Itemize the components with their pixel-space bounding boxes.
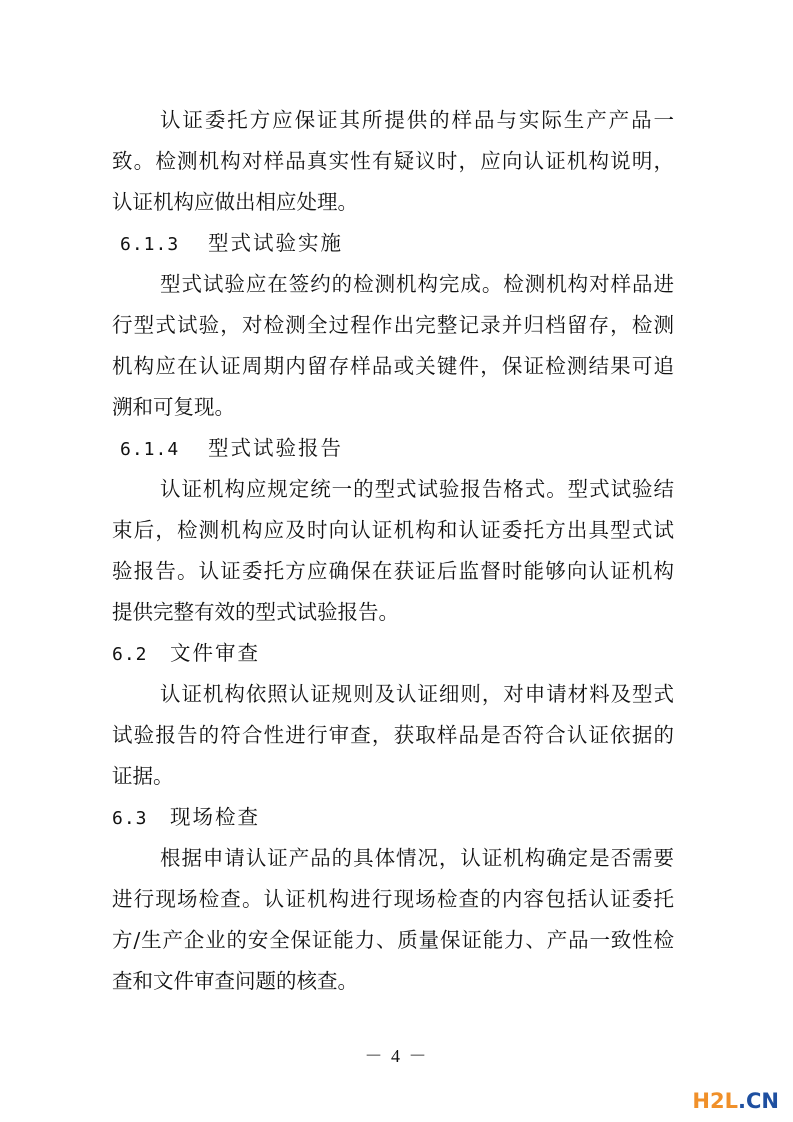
section-heading-6-1-3 <box>120 231 343 257</box>
section-6-3-line-4: 查和文件审查问题的核查。 <box>112 969 358 993</box>
site-watermark-logo <box>692 1089 779 1113</box>
paragraph-1-line-1: 认证委托方应保证其所提供的样品与实际生产产品一 <box>160 108 674 132</box>
section-6-2-line-2: 试验报告的符合性进行审查，获取样品是否符合认证依据的 <box>112 723 674 747</box>
section-6-1-4-line-2: 束后，检测机构应及时向认证机构和认证委托方出具型式试 <box>112 518 674 542</box>
section-title: 现场检查 <box>170 805 260 829</box>
paragraph-1-line-3: 认证机构应做出相应处理。 <box>112 190 358 214</box>
section-title: 型式试验实施 <box>208 231 343 255</box>
section-number: 6.2 <box>112 644 148 665</box>
section-6-3-line-3: 方/生产企业的安全保证能力、质量保证能力、产品一致性检 <box>112 928 674 952</box>
section-title: 文件审查 <box>170 641 260 665</box>
watermark-letter: H <box>692 1089 710 1113</box>
section-heading-6-3 <box>112 805 260 831</box>
watermark-letter: CN <box>746 1089 779 1113</box>
paragraph-1-line-2: 致。检测机构对样品真实性有疑议时，应向认证机构说明， <box>112 149 674 173</box>
section-6-1-4-line-4: 提供完整有效的型式试验报告。 <box>112 600 399 624</box>
watermark-dot: . <box>738 1089 746 1113</box>
section-title: 型式试验报告 <box>208 436 343 460</box>
section-6-1-4-line-1: 认证机构应规定统一的型式试验报告格式。型式试验结 <box>160 477 674 501</box>
section-6-1-4-line-3: 验报告。认证委托方应确保在获证后监督时能够向认证机构 <box>112 559 674 583</box>
page-number: － 4 － <box>364 1046 429 1066</box>
section-heading-6-2 <box>112 641 260 667</box>
watermark-letter: L <box>724 1089 739 1113</box>
section-6-1-3-line-2: 行型式试验，对检测全过程作出完整记录并归档留存，检测 <box>112 313 674 337</box>
section-6-1-3-line-4: 溯和可复现。 <box>112 395 235 419</box>
section-heading-6-1-4 <box>120 436 343 462</box>
section-6-3-line-2: 进行现场检查。认证机构进行现场检查的内容包括认证委托 <box>112 887 674 911</box>
watermark-letter: 2 <box>710 1089 725 1113</box>
section-6-3-line-1: 根据申请认证产品的具体情况，认证机构确定是否需要 <box>160 846 674 870</box>
section-6-2-line-3: 证据。 <box>112 764 174 788</box>
section-number: 6.1.4 <box>120 439 180 460</box>
section-6-2-line-1: 认证机构依照认证规则及认证细则，对申请材料及型式 <box>160 682 674 706</box>
section-6-1-3-line-1: 型式试验应在签约的检测机构完成。检测机构对样品进 <box>160 272 674 296</box>
section-6-1-3-line-3: 机构应在认证周期内留存样品或关键件，保证检测结果可追 <box>112 354 674 378</box>
section-number: 6.1.3 <box>120 234 180 255</box>
section-number: 6.3 <box>112 808 148 829</box>
